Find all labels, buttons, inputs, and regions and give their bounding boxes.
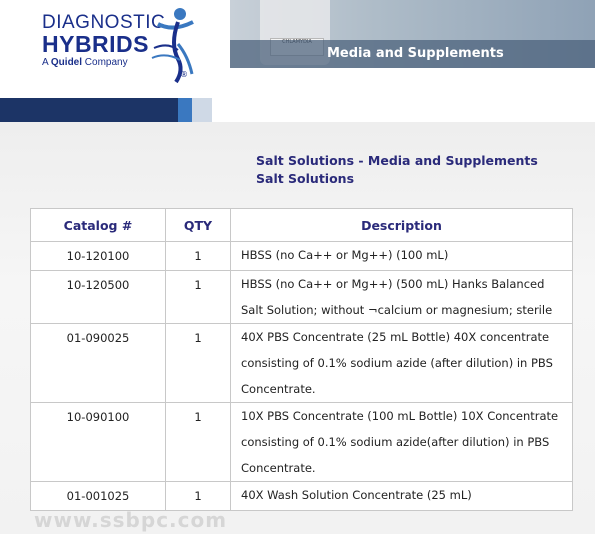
- logo-brand: Quidel: [50, 57, 83, 68]
- table-row: [31, 271, 573, 324]
- description-cell: HBSS (no Ca++ or Mg++) (100 mL): [231, 242, 573, 271]
- page-title: [256, 152, 538, 188]
- table-row: [31, 403, 573, 482]
- logo-line2: HYBRIDS: [42, 31, 150, 57]
- registered-mark: ®: [180, 70, 188, 79]
- product-table: [30, 208, 573, 511]
- qty-cell: 1: [166, 324, 231, 403]
- description-cell: 40X PBS Concentrate (25 mL Bottle) 40X concentrate consisting of 0.1% sodium azide (after dilution) in PBS Concentrate.: [231, 324, 573, 403]
- nav-light-block: [192, 98, 212, 122]
- nav-strip: [0, 98, 212, 122]
- qty-cell: 1: [166, 271, 231, 324]
- logo-line3: [42, 57, 165, 68]
- description-cell: 40X Wash Solution Concentrate (25 mL): [231, 482, 573, 511]
- logo-line1: DIAGNOSTIC: [42, 12, 166, 33]
- logo-suffix: Company: [82, 57, 128, 68]
- page-title-line1: Salt Solutions - Media and Supplements: [256, 153, 538, 168]
- catalog-cell: 01-090025: [31, 324, 166, 403]
- logo-figure-icon: [148, 4, 198, 84]
- table-row: [31, 482, 573, 511]
- column-header-description: Description: [231, 209, 573, 242]
- table-row: [31, 242, 573, 271]
- column-header-qty: QTY: [166, 209, 231, 242]
- description-cell: 10X PBS Concentrate (100 mL Bottle) 10X Concentrate consisting of 0.1% sodium azide(after dilution) in PBS Concentrate.: [231, 403, 573, 482]
- logo-text: [42, 13, 165, 68]
- banner-title: Media and Supplements: [327, 46, 504, 61]
- catalog-cell: 10-120500: [31, 271, 166, 324]
- logo[interactable]: [0, 0, 230, 98]
- header-banner: [230, 0, 595, 68]
- qty-cell: 1: [166, 482, 231, 511]
- catalog-cell: 01-001025: [31, 482, 166, 511]
- table-header-row: [31, 209, 573, 242]
- nav-accent-block: [178, 98, 192, 122]
- description-cell: HBSS (no Ca++ or Mg++) (500 mL) Hanks Balanced Salt Solution; without ¬calcium or magnesium; sterile: [231, 271, 573, 324]
- page-title-line2: Salt Solutions: [256, 171, 355, 186]
- qty-cell: 1: [166, 403, 231, 482]
- logo-prefix: A: [42, 57, 51, 68]
- column-header-catalog: Catalog #: [31, 209, 166, 242]
- table-row: [31, 324, 573, 403]
- catalog-cell: 10-090100: [31, 403, 166, 482]
- catalog-cell: 10-120100: [31, 242, 166, 271]
- watermark: www.ssbpc.com: [34, 508, 228, 532]
- qty-cell: 1: [166, 242, 231, 271]
